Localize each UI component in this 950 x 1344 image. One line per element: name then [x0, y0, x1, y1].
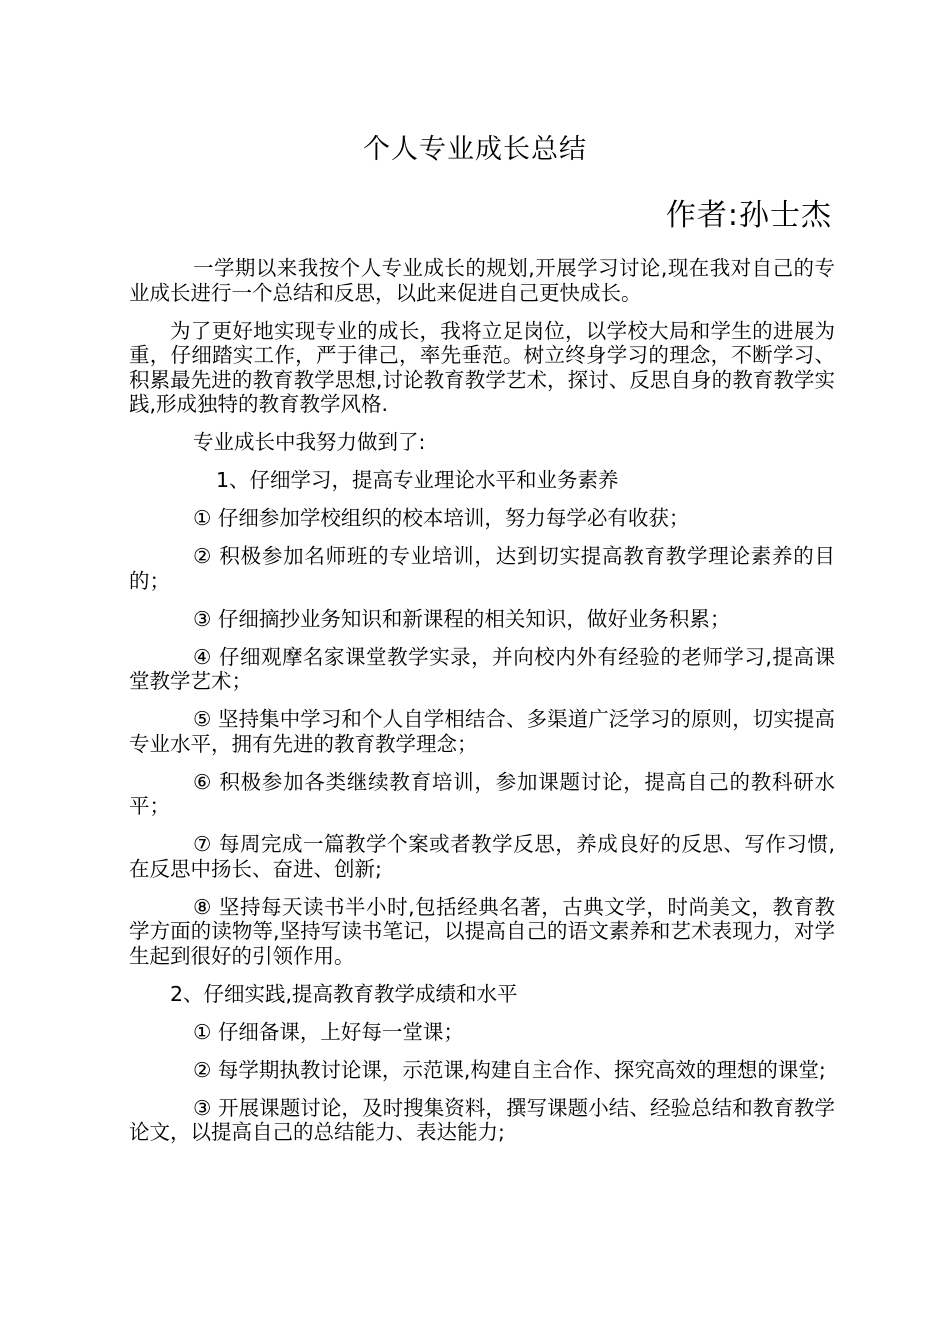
intro-paragraph: 一学期以来我按个人专业成长的规划,开展学习讨论,现在我对自己的专业成长进行一个总结和反思，以此来促进自己更快成长。 [129, 256, 835, 305]
list-item: ⑧ 坚持每天读书半小时,包括经典名著，古典文学，时尚美文，教育教学方面的读物等,坚持写读书笔记，以提高自己的语文素养和艺术表现力，对学生起到很好的引领作用。 [129, 894, 835, 968]
list-item: ③ 仔细摘抄业务知识和新课程的相关知识，做好业务积累； [193, 606, 731, 631]
list-item: ② 每学期执教讨论课，示范课,构建自主合作、探究高效的理想的课堂; [193, 1057, 826, 1082]
list-item: ② 积极参加名师班的专业培训，达到切实提高教育教学理论素养的目的； [129, 544, 835, 593]
list-item: ① 仔细参加学校组织的校本培训，努力每学必有收获； [193, 506, 690, 530]
list-item: ⑦ 每周完成一篇教学个案或者教学反思，养成良好的反思、写作习惯,在反思中扬长、奋进、创新; [129, 832, 835, 881]
list-item: ③ 开展课题讨论，及时搜集资料，撰写课题小结、经验总结和教育教学论文，以提高自己的总结能力、表达能力; [129, 1095, 835, 1144]
goal-paragraph: 为了更好地实现专业的成长，我将立足岗位，以学校大局和学生的进展为重，仔细踏实工作，严于律己，率先垂范。树立终身学习的理念，不断学习、积累最先进的教育教学思想,讨论教育教学艺术，探讨、反思自身的教育教学实践,形成独特的教育教学风格. [129, 318, 835, 416]
section-heading: 1、仔细学习，提高专业理论水平和业务素养 [216, 468, 619, 492]
document-title: 个人专业成长总结 [363, 134, 587, 165]
list-item: ① 仔细备课，上好每一堂课； [193, 1019, 464, 1044]
document-author: 作者:孙士杰 [665, 198, 832, 233]
section-heading: 2、仔细实践,提高教育教学成绩和水平 [170, 981, 518, 1006]
list-item: ⑥ 积极参加各类继续教育培训，参加课题讨论，提高自己的教科研水平； [129, 769, 835, 818]
list-item: ④ 仔细观摩名家课堂教学实录，并向校内外有经验的老师学习,提高课堂教学艺术； [129, 644, 835, 693]
document-body [129, 256, 835, 1158]
list-item: ⑤ 坚持集中学习和个人自学相结合、多渠道广泛学习的原则，切实提高专业水平，拥有先进的教育教学理念； [129, 707, 835, 756]
list-intro: 专业成长中我努力做到了: [193, 430, 426, 454]
